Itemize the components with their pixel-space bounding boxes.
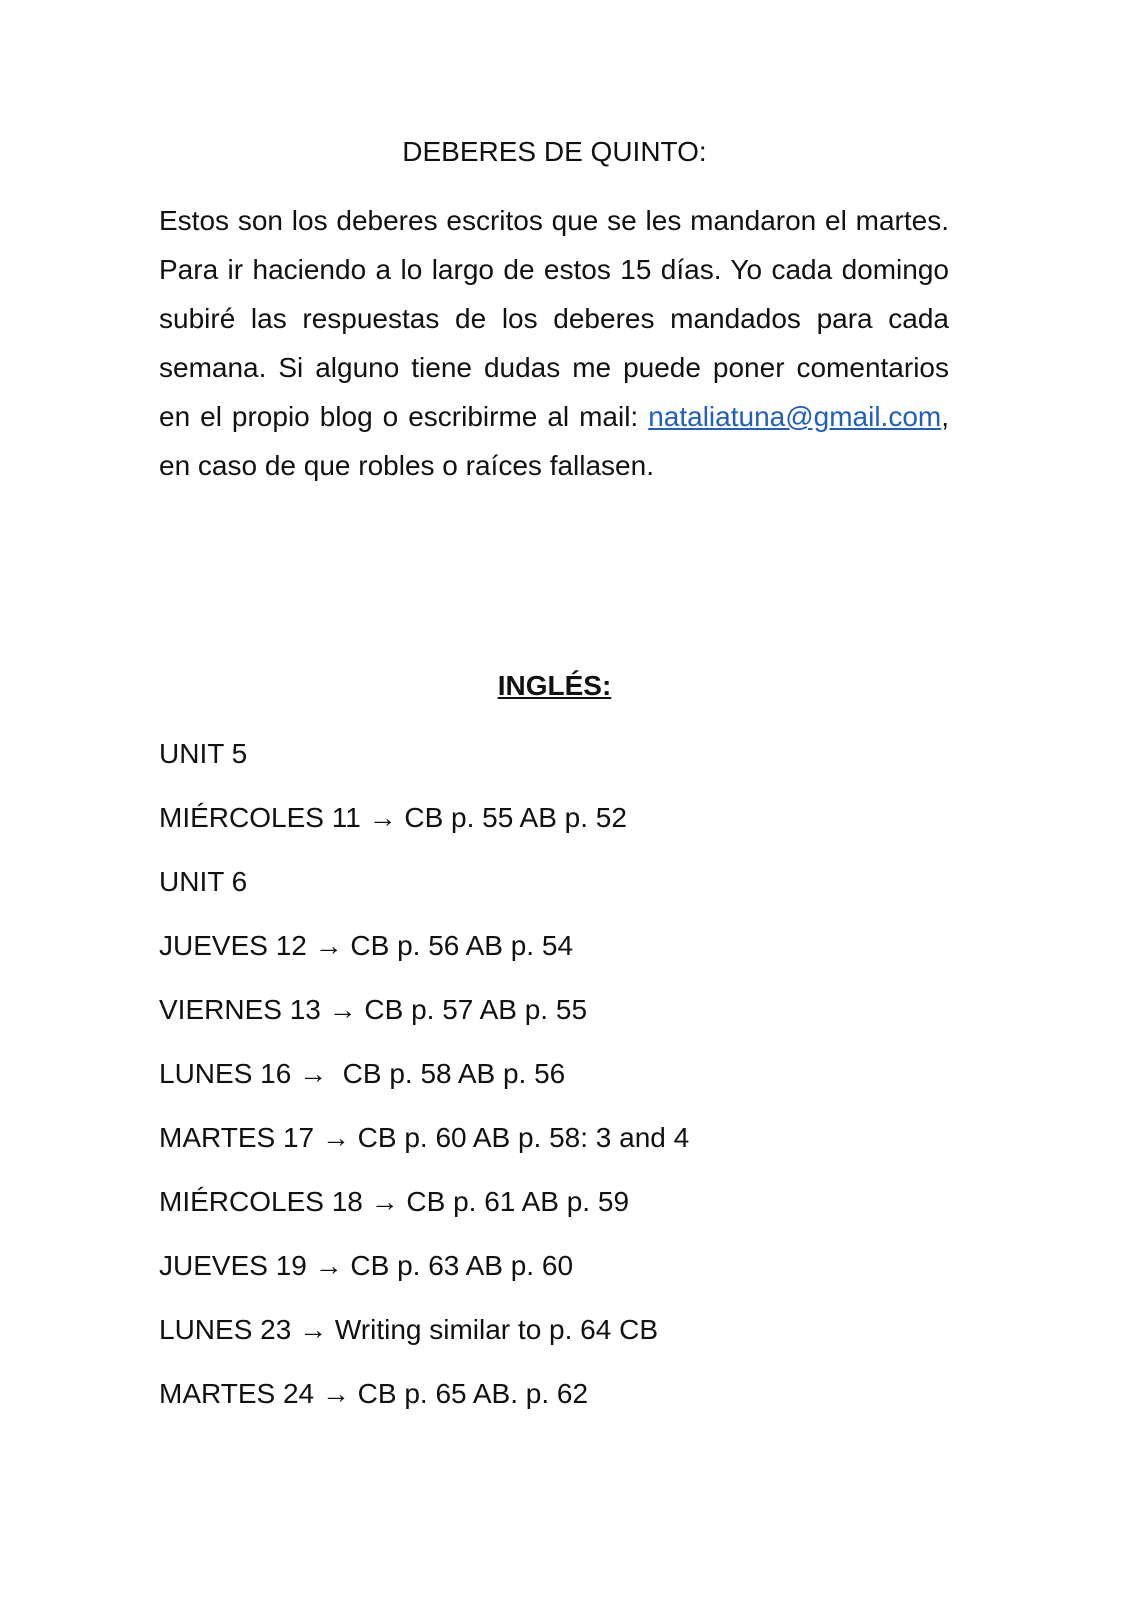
task-text: CB p. 58 AB p. 56 (334, 1058, 566, 1089)
task-text: CB p. 57 AB p. 55 (364, 994, 588, 1025)
list-item (159, 1182, 689, 1246)
section-title-ingles: INGLÉS: (497, 670, 612, 701)
arrow-right-icon: → (299, 1058, 328, 1089)
day-label: MARTES 17 (159, 1122, 315, 1153)
homework-list (159, 734, 689, 1438)
arrow-right-icon: → (368, 802, 397, 833)
day-label: MIÉRCOLES 11 (159, 802, 361, 833)
task-text: CB p. 56 AB p. 54 (350, 930, 574, 961)
intro-paragraph: Estos son los deberes escritos que se les mandaron el martes. Para ir haciendo a lo largo de estos 15 días. Yo cada domingo subiré las respuestas de los deberes mandados para cada semana. Si alguno tiene dudas me puede poner comentarios en el propio blog o escribirme al mail: nataliatuna@gmail.com, en caso de que robles o raíces fallasen. (159, 205, 949, 481)
list-item (159, 1374, 689, 1438)
task-text: CB p. 55 AB p. 52 (404, 802, 627, 833)
unit-label: UNIT 5 (159, 738, 248, 769)
day-label: LUNES 16 (159, 1058, 292, 1089)
unit-label: UNIT 6 (159, 866, 248, 897)
list-item (159, 1246, 689, 1310)
arrow-right-icon: → (299, 1314, 328, 1345)
list-item (159, 1310, 689, 1374)
list-item (159, 990, 689, 1054)
list-item (159, 798, 689, 862)
document-title: DEBERES DE QUINTO: (402, 136, 707, 167)
day-label: MIÉRCOLES 18 (159, 1186, 363, 1217)
task-text: CB p. 60 AB p. 58: 3 and 4 (357, 1122, 690, 1153)
arrow-right-icon: → (314, 1250, 343, 1281)
day-label: JUEVES 19 (159, 1250, 307, 1281)
unit-heading (159, 734, 689, 798)
day-label: MARTES 24 (159, 1378, 315, 1409)
arrow-right-icon: → (328, 994, 357, 1025)
email-link[interactable]: nataliatuna@gmail.com (648, 401, 942, 432)
list-item (159, 1118, 689, 1182)
unit-heading (159, 862, 689, 926)
arrow-right-icon: → (370, 1186, 399, 1217)
task-text: CB p. 65 AB. p. 62 (357, 1378, 589, 1409)
day-label: LUNES 23 (159, 1314, 292, 1345)
arrow-right-icon: → (314, 930, 343, 961)
list-item (159, 1054, 689, 1118)
arrow-right-icon: → (321, 1378, 350, 1409)
task-text: CB p. 61 AB p. 59 (406, 1186, 630, 1217)
day-label: JUEVES 12 (159, 930, 307, 961)
task-text: CB p. 63 AB p. 60 (350, 1250, 574, 1281)
day-label: VIERNES 13 (159, 994, 321, 1025)
arrow-right-icon: → (321, 1122, 350, 1153)
task-text: Writing similar to p. 64 CB (334, 1314, 658, 1345)
list-item (159, 926, 689, 990)
